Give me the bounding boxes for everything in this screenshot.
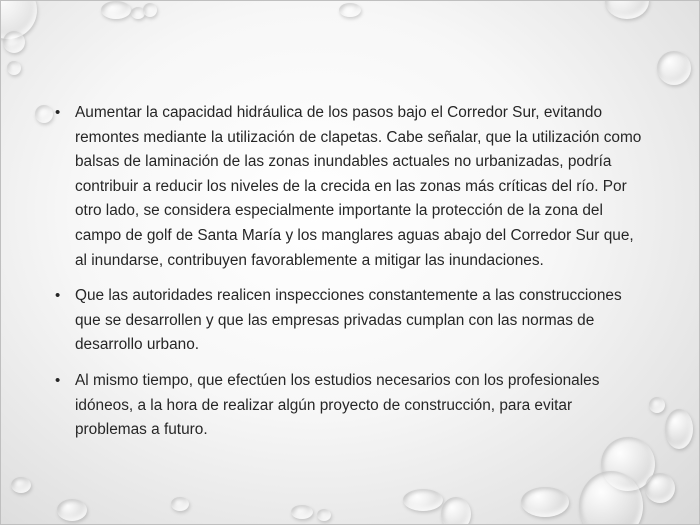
water-drop (317, 509, 331, 521)
water-drop (35, 105, 53, 123)
bullet-list (55, 101, 647, 443)
water-drop (101, 1, 131, 19)
water-drop (657, 51, 691, 85)
bullet-text: Aumentar la capacidad hidráulica de los pasos bajo el Corredor Sur, evitando remontes mediante la utilización de clapetas. Cabe señalar, que la utilización como balsas de laminación de las zonas inundables actuales no urbanizadas, podría contribuir a reducir los niveles de la crecida en las zonas más críticas del río. Por otro lado, se considera especialmente importante la protección de la zona del campo de golf de Santa María y los manglares aguas abajo del Corredor Sur que, al inundarse, contribuyen favorablemente a mitigar las inundaciones. (75, 104, 642, 269)
water-drop (605, 0, 649, 19)
water-drop (521, 487, 569, 517)
bullet-item (55, 101, 647, 273)
water-drop (171, 497, 189, 511)
bullet-item (55, 369, 647, 443)
water-drop (403, 489, 443, 511)
water-drop (7, 61, 21, 75)
water-drop (339, 3, 361, 17)
bullet-icon: • (55, 104, 61, 121)
water-drop (291, 505, 313, 519)
bullet-icon: • (55, 371, 61, 389)
bullet-text: Que las autoridades realicen inspecciones constantemente a las construcciones que se desarrollen y que las empresas privadas cumplan con las normas de desarrollo urbano. (75, 287, 622, 354)
water-drop (665, 409, 693, 449)
water-drop (11, 477, 31, 493)
water-drop (3, 31, 25, 53)
bullet-item (55, 284, 647, 358)
water-drop (57, 499, 87, 521)
bullet-icon: • (55, 287, 61, 305)
water-drop (441, 497, 471, 525)
bullet-text: Al mismo tiempo, que efectúen los estudios necesarios con los profesionales idóneos, a la hora de realizar algún proyecto de construcción, para evitar problemas a futuro. (75, 371, 600, 439)
water-drop (143, 3, 157, 17)
water-drop (645, 473, 675, 503)
water-drop (649, 397, 665, 413)
slide-body (55, 101, 647, 454)
